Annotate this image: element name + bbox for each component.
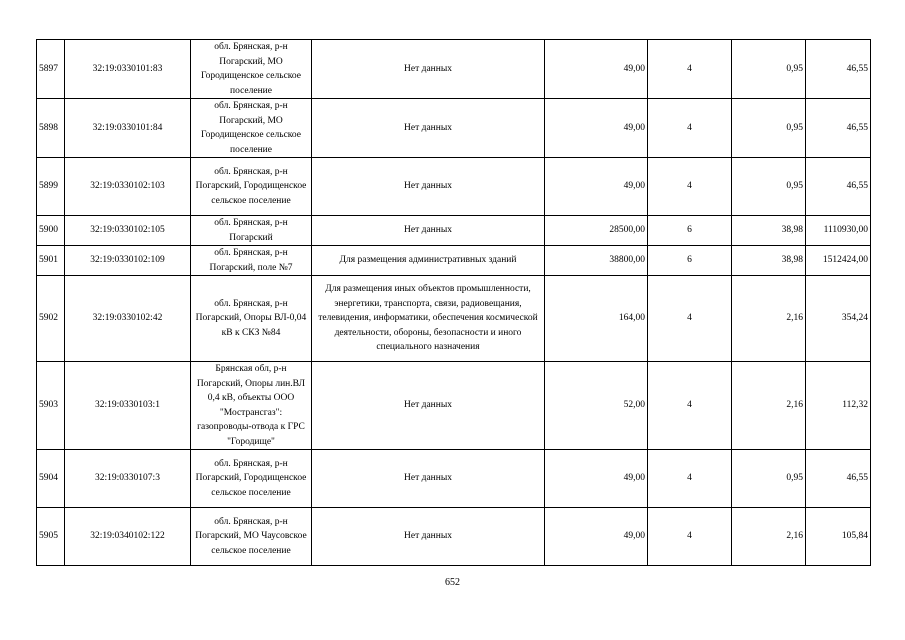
- row-number-cell: 5898: [37, 99, 65, 158]
- row-number-cell: 5902: [37, 276, 65, 362]
- area-cell: 52,00: [545, 362, 648, 450]
- row-number-cell: 5900: [37, 216, 65, 246]
- area-cell: 49,00: [545, 158, 648, 216]
- table-row: [37, 158, 871, 216]
- area-cell: 164,00: [545, 276, 648, 362]
- group-cell: 4: [648, 158, 732, 216]
- permitted-use-cell: Нет данных: [312, 362, 545, 450]
- specific-value-cell: 0,95: [732, 158, 806, 216]
- permitted-use-cell: Нет данных: [312, 158, 545, 216]
- specific-value-cell: 2,16: [732, 362, 806, 450]
- area-cell: 49,00: [545, 99, 648, 158]
- cadastral-number-cell: 32:19:0330101:83: [65, 40, 191, 99]
- table-row: [37, 99, 871, 158]
- cadastral-value-cell: 46,55: [806, 158, 871, 216]
- area-cell: 49,00: [545, 40, 648, 99]
- group-cell: 4: [648, 450, 732, 508]
- cadastral-number-cell: 32:19:0330102:109: [65, 246, 191, 276]
- group-cell: 6: [648, 216, 732, 246]
- row-number-cell: 5901: [37, 246, 65, 276]
- registry-table-body: [37, 40, 871, 566]
- cadastral-number-cell: 32:19:0330103:1: [65, 362, 191, 450]
- permitted-use-cell: Для размещения иных объектов промышленности, энергетики, транспорта, связи, радиовещания, телевидения, информатики, обеспечения космической деятельности, обороны, безопасности и иного специального назначения: [312, 276, 545, 362]
- table-row: [37, 40, 871, 99]
- specific-value-cell: 0,95: [732, 99, 806, 158]
- address-cell: обл. Брянская, р-н Погарский: [191, 216, 312, 246]
- address-cell: обл. Брянская, р-н Погарский, МО Чаусовское сельское поселение: [191, 508, 312, 566]
- cadastral-value-cell: 112,32: [806, 362, 871, 450]
- cadastral-number-cell: 32:19:0340102:122: [65, 508, 191, 566]
- group-cell: 4: [648, 362, 732, 450]
- row-number-cell: 5897: [37, 40, 65, 99]
- permitted-use-cell: Нет данных: [312, 450, 545, 508]
- table-row: [37, 276, 871, 362]
- specific-value-cell: 38,98: [732, 246, 806, 276]
- cadastral-value-cell: 1512424,00: [806, 246, 871, 276]
- permitted-use-cell: Нет данных: [312, 216, 545, 246]
- permitted-use-cell: Нет данных: [312, 40, 545, 99]
- table-row: [37, 216, 871, 246]
- cadastral-number-cell: 32:19:0330102:103: [65, 158, 191, 216]
- area-cell: 38800,00: [545, 246, 648, 276]
- cadastral-value-cell: 354,24: [806, 276, 871, 362]
- page-number: 652: [445, 577, 460, 588]
- row-number-cell: 5905: [37, 508, 65, 566]
- cadastral-value-cell: 46,55: [806, 99, 871, 158]
- cadastral-value-cell: 105,84: [806, 508, 871, 566]
- address-cell: Брянская обл, р-н Погарский, Опоры лин.ВЛ 0,4 кВ, объекты ООО "Мострансгаз": газопроводы-отвода к ГРС "Городище": [191, 362, 312, 450]
- table-row: [37, 508, 871, 566]
- table-row: [37, 246, 871, 276]
- specific-value-cell: 0,95: [732, 450, 806, 508]
- permitted-use-cell: Нет данных: [312, 508, 545, 566]
- group-cell: 4: [648, 40, 732, 99]
- group-cell: 4: [648, 99, 732, 158]
- cadastral-number-cell: 32:19:0330107:3: [65, 450, 191, 508]
- permitted-use-cell: Нет данных: [312, 99, 545, 158]
- address-cell: обл. Брянская, р-н Погарский, Опоры ВЛ-0,04 кВ к СКЗ №84: [191, 276, 312, 362]
- address-cell: обл. Брянская, р-н Погарский, Городищенское сельское поселение: [191, 450, 312, 508]
- address-cell: обл. Брянская, р-н Погарский, МО Городищенское сельское поселение: [191, 40, 312, 99]
- specific-value-cell: 2,16: [732, 276, 806, 362]
- cadastral-value-cell: 46,55: [806, 450, 871, 508]
- row-number-cell: 5899: [37, 158, 65, 216]
- cadastral-value-cell: 46,55: [806, 40, 871, 99]
- row-number-cell: 5904: [37, 450, 65, 508]
- area-cell: 28500,00: [545, 216, 648, 246]
- specific-value-cell: 0,95: [732, 40, 806, 99]
- cadastral-number-cell: 32:19:0330101:84: [65, 99, 191, 158]
- row-number-cell: 5903: [37, 362, 65, 450]
- permitted-use-cell: Для размещения административных зданий: [312, 246, 545, 276]
- cadastral-number-cell: 32:19:0330102:42: [65, 276, 191, 362]
- table-row: [37, 362, 871, 450]
- address-cell: обл. Брянская, р-н Погарский, Городищенское сельское поселение: [191, 158, 312, 216]
- specific-value-cell: 38,98: [732, 216, 806, 246]
- address-cell: обл. Брянская, р-н Погарский, поле №7: [191, 246, 312, 276]
- area-cell: 49,00: [545, 508, 648, 566]
- group-cell: 4: [648, 508, 732, 566]
- registry-table: [36, 39, 871, 566]
- table-row: [37, 450, 871, 508]
- cadastral-number-cell: 32:19:0330102:105: [65, 216, 191, 246]
- address-cell: обл. Брянская, р-н Погарский, МО Городищенское сельское поселение: [191, 99, 312, 158]
- group-cell: 4: [648, 276, 732, 362]
- area-cell: 49,00: [545, 450, 648, 508]
- specific-value-cell: 2,16: [732, 508, 806, 566]
- cadastral-value-cell: 1110930,00: [806, 216, 871, 246]
- group-cell: 6: [648, 246, 732, 276]
